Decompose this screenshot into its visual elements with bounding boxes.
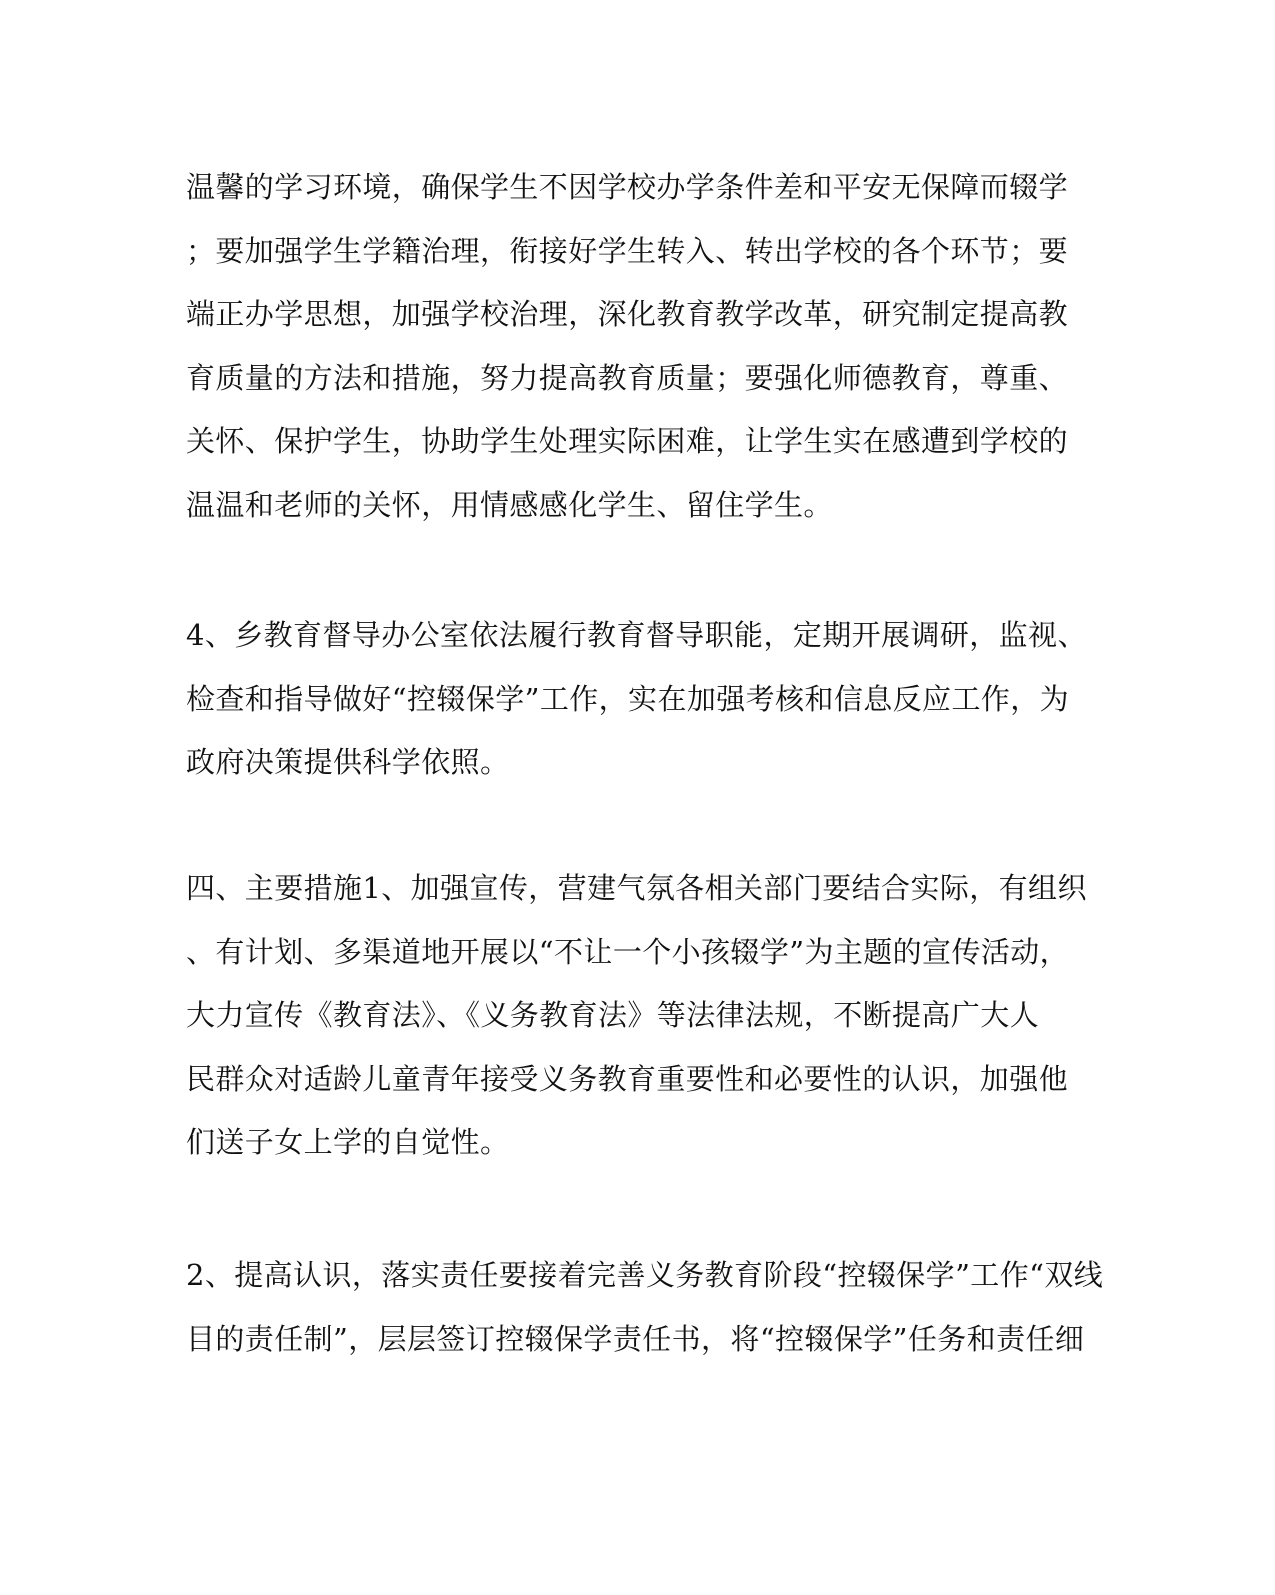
paragraph-environment-and-management [186, 156, 1086, 537]
text-line: 4、乡教育督导办公室依法履行教育督导职能，定期开展调研，监视、 [186, 618, 1087, 652]
text-line: 四、主要措施1、加强宣传，营建气氛各相关部门要结合实际，有组织 [186, 871, 1087, 905]
text-line: 关怀、保护学生，协助学生处理实际困难，让学生实在感遭到学校的 [186, 424, 1069, 458]
text-line: 目的责任制”，层层签订控辍保学责任书，将“控辍保学”任务和责任细 [186, 1321, 1085, 1356]
paragraph-section-4-main-measures [186, 857, 1086, 1175]
paragraph-item-2-responsibility [186, 1244, 1104, 1371]
text-line: 民群众对适龄儿童青年接受义务教育重要性和必要性的认识，加强他 [186, 1061, 1069, 1096]
text-line: 2、提高认识，落实责任要接着完善义务教育阶段“控辍保学”工作“双线 [186, 1258, 1104, 1292]
paragraph-item-4-supervision [186, 604, 1086, 795]
text-line: 政府决策提供科学依照。 [186, 745, 510, 779]
text-line: 大力宣传《教育法》、《义务教育法》等法律法规，不断提高广大人 [186, 998, 1040, 1032]
text-line: 端正办学思想，加强学校治理，深化教育教学改革，研究制定提高教 [186, 297, 1069, 331]
text-line: 们送子女上学的自觉性。 [186, 1125, 510, 1159]
text-line: 检查和指导做好“控辍保学”工作，实在加强考核和信息反应工作，为 [186, 681, 1070, 716]
text-line: 温温和老师的关怀，用情感感化学生、留住学生。 [186, 487, 833, 522]
text-line: 育质量的方法和措施，努力提高教育质量；要强化师德教育，尊重、 [186, 360, 1069, 395]
text-line: 、有计划、多渠道地开展以“不让一个小孩辍学”为主题的宣传活动， [186, 934, 1070, 969]
text-line: ；要加强学生学籍治理，衔接好学生转入、转出学校的各个环节；要 [186, 233, 1069, 268]
text-line: 温馨的学习环境，确保学生不因学校办学条件差和平安无保障而辍学 [186, 170, 1069, 204]
